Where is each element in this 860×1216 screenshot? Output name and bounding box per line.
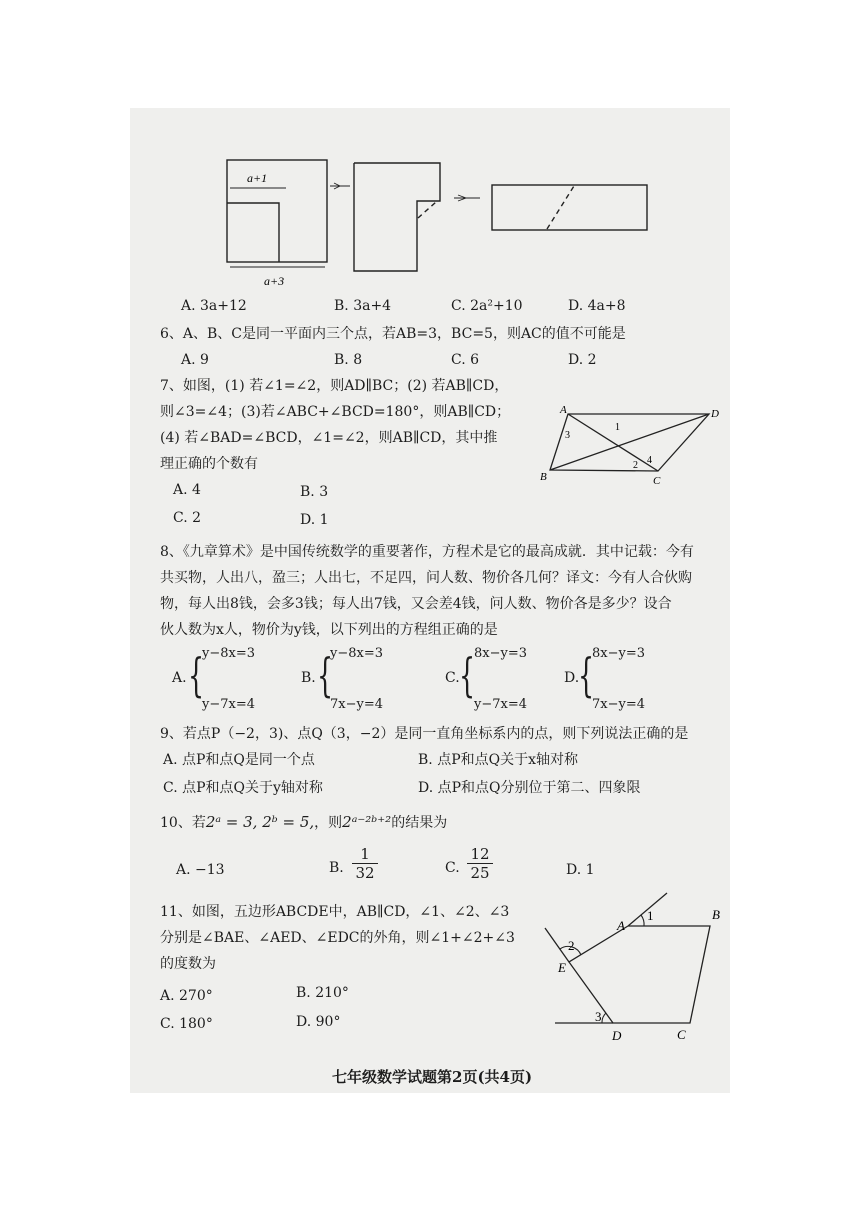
q8-option-d-brace: {	[578, 648, 595, 702]
q11-point-d: D	[612, 1028, 622, 1043]
q7-option-a[interactable]: A. 4	[173, 482, 201, 498]
q8-stem-line2: 共买物，人出八，盈三；人出七，不足四，问人数、物价各几何？译文：今有人合伙购	[160, 570, 692, 586]
q10-option-c-denominator: 25	[467, 863, 493, 882]
q11-option-b[interactable]: B. 210°	[296, 985, 349, 1001]
q10-option-c-fraction	[467, 845, 493, 882]
q10-option-b-fraction	[352, 845, 378, 882]
q8-option-d-label[interactable]: D.	[564, 670, 580, 686]
q11-angle-2: 2	[568, 938, 575, 953]
q7-stem-line3: (4) 若∠BAD=∠BCD，∠1=∠2，则AB∥CD，其中推	[160, 430, 498, 446]
q8-option-b-eq1: y−8x=3	[330, 646, 384, 661]
q10-option-a[interactable]: A. −13	[176, 862, 225, 878]
q11-angle-1: 1	[647, 908, 654, 923]
q11-point-a: A	[617, 918, 625, 933]
q8-stem-line1: 8、《九章算术》是中国传统数学的重要著作，方程术是它的最高成就．其中记载：今有	[160, 544, 694, 560]
q7-point-a: A	[560, 404, 567, 416]
q11-figure	[540, 890, 730, 1045]
q8-option-b-brace: {	[317, 648, 334, 702]
q11-stem-line1: 11、如图，五边形ABCDE中，AB∥CD，∠1、∠2、∠3	[160, 904, 510, 920]
q6-option-d[interactable]: D. 2	[568, 352, 597, 368]
q11-angle-3: 3	[595, 1009, 602, 1024]
q5-figure	[222, 155, 662, 290]
q10-stem	[160, 814, 447, 831]
q10-option-d[interactable]: D. 1	[566, 862, 595, 878]
q10-option-c-label[interactable]: C.	[445, 860, 460, 876]
q9-option-c[interactable]: C. 点P和点Q关于y轴对称	[163, 780, 323, 796]
q8-option-b-label[interactable]: B.	[301, 670, 316, 686]
q6-option-c[interactable]: C. 6	[451, 352, 480, 368]
q11-stem-line3: 的度数为	[160, 956, 216, 972]
q7-stem-line2: 则∠3=∠4；(3)若∠ABC+∠BCD=180°，则AB∥CD；	[160, 404, 511, 420]
q7-figure	[535, 402, 720, 487]
q7-angle-3: 3	[565, 430, 570, 441]
q7-angle-2: 2	[633, 460, 638, 471]
q7-point-d: D	[711, 408, 719, 420]
q11-point-b: B	[712, 907, 720, 922]
q11-option-c[interactable]: C. 180°	[160, 1016, 213, 1032]
q8-option-d-eq1: 8x−y=3	[592, 646, 646, 661]
q10-option-b-label[interactable]: B.	[329, 860, 344, 876]
q7-stem-line4: 理正确的个数有	[160, 456, 258, 472]
q10-prefix: 10、若	[160, 815, 206, 831]
q8-option-a-eq2: y−7x=4	[202, 697, 256, 712]
q7-angle-4: 4	[647, 455, 652, 466]
q8-option-a-brace: {	[188, 648, 205, 702]
q11-point-c: C	[677, 1027, 686, 1042]
q9-option-a[interactable]: A. 点P和点Q是同一个点	[163, 752, 315, 768]
q8-option-c-eq2: y−7x=4	[474, 697, 528, 712]
q9-option-b[interactable]: B. 点P和点Q关于x轴对称	[418, 752, 578, 768]
q8-option-c-eq1: 8x−y=3	[474, 646, 528, 661]
q7-stem-line1: 7、如图，(1) 若∠1=∠2，则AD∥BC；(2) 若AB∥CD，	[160, 378, 509, 394]
q10-option-c-numerator: 12	[470, 845, 490, 863]
q7-point-b: B	[540, 471, 547, 483]
q11-option-d[interactable]: D. 90°	[296, 1014, 341, 1030]
q6-stem: 6、A、B、C是同一平面内三个点，若AB=3，BC=5，则AC的值不可能是	[160, 326, 626, 342]
q7-option-d[interactable]: D. 1	[300, 512, 329, 528]
fig5-label-top: a+1	[247, 171, 268, 185]
q8-option-d-eq2: 7x−y=4	[592, 697, 646, 712]
q10-condition: 2ᵃ = 3, 2ᵇ = 5,	[205, 813, 315, 831]
q11-point-e: E	[558, 960, 566, 975]
q11-option-a[interactable]: A. 270°	[160, 988, 213, 1004]
q11-stem-line2: 分别是∠BAE、∠AED、∠EDC的外角，则∠1+∠2+∠3	[160, 930, 515, 946]
q10-expression: 2ᵃ⁻²ᵇ⁺²	[342, 813, 392, 831]
q6-option-b[interactable]: B. 8	[334, 352, 363, 368]
q7-option-b[interactable]: B. 3	[300, 484, 329, 500]
q10-mid: ，则	[314, 815, 343, 831]
q8-option-c-brace: {	[459, 648, 476, 702]
page-footer: 七年级数学试题第2页(共4页)	[332, 1068, 533, 1086]
q6-option-a[interactable]: A. 9	[181, 352, 209, 368]
q8-option-c-label[interactable]: C.	[445, 670, 460, 686]
q5-option-d[interactable]: D. 4a+8	[568, 298, 626, 314]
q8-option-b-eq2: 7x−y=4	[330, 697, 384, 712]
q8-stem-line3: 物，每人出8钱，会多3钱；每人出7钱，又会差4钱，问人数、物价各是多少？设合	[160, 596, 672, 612]
q7-point-c: C	[653, 475, 661, 487]
q5-option-c[interactable]: C. 2a²+10	[451, 298, 523, 314]
q5-option-b[interactable]: B. 3a+4	[334, 298, 392, 314]
q8-option-a-eq1: y−8x=3	[202, 646, 256, 661]
fig5-label-bottom: a+3	[264, 274, 285, 288]
q9-option-d[interactable]: D. 点P和点Q分别位于第二、四象限	[418, 780, 641, 796]
q10-option-b-denominator: 32	[352, 863, 378, 882]
q5-option-a[interactable]: A. 3a+12	[181, 298, 247, 314]
q10-suffix: 的结果为	[391, 815, 448, 831]
q10-option-b-numerator: 1	[360, 845, 370, 863]
q7-option-c[interactable]: C. 2	[173, 510, 202, 526]
q9-stem: 9、若点P（−2，3)、点Q（3，−2）是同一直角坐标系内的点，则下列说法正确的是	[160, 726, 689, 742]
q7-angle-1: 1	[615, 422, 620, 433]
q8-stem-line4: 伙人数为x人，物价为y钱，以下列出的方程组正确的是	[160, 622, 498, 638]
q8-option-a-label[interactable]: A.	[172, 670, 187, 686]
